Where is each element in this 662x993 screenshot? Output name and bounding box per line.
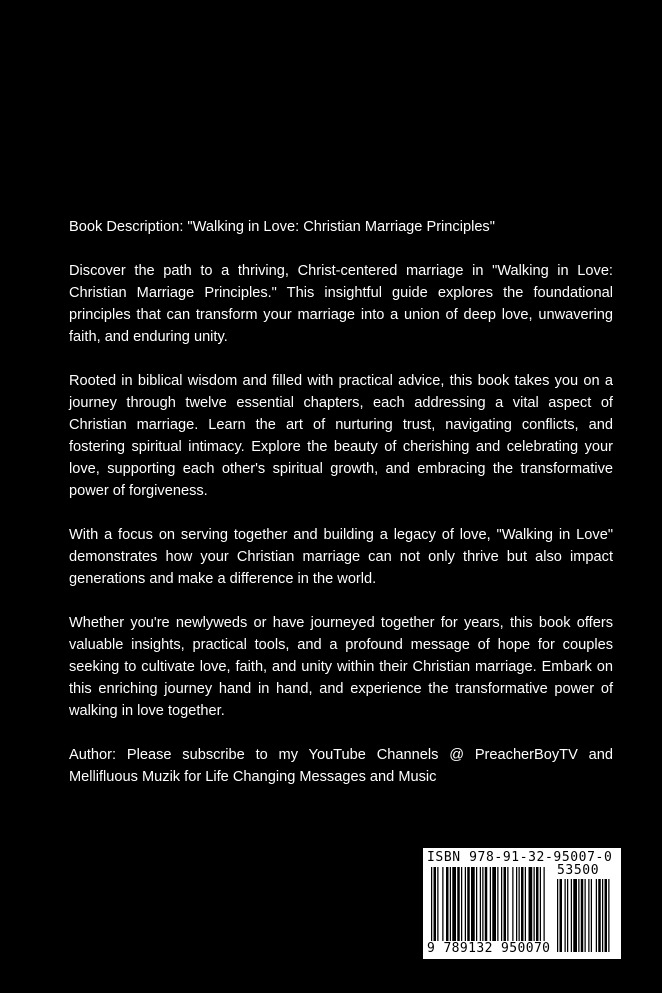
barcode-bar (450, 867, 451, 943)
barcode-bar (490, 867, 491, 943)
barcode-bar (476, 867, 477, 943)
barcode-bar (516, 867, 517, 943)
barcode-bar (485, 867, 488, 943)
barcode-bar (504, 867, 507, 943)
barcode-bar (501, 867, 502, 943)
barcode-bar (529, 867, 533, 943)
barcode-bar (480, 867, 481, 943)
barcode-bar (431, 867, 432, 943)
barcode-bar (434, 867, 437, 943)
barcode-addon-bar (560, 879, 563, 952)
description-paragraph-author: Author: Please subscribe to my YouTube Channels @ PreacherBoyTV and Mellifluous Muzik for Life Changing Messages and Music (69, 747, 613, 785)
barcode-addon-bar (585, 879, 586, 952)
description-paragraph-intro: Discover the path to a thriving, Christ-centered marriage in "Walking in Love: Christian Marriage Principles." This insightful guide explores the foundational principles that can transform your marriage into a union of deep love, unwavering faith, and enduring unity. (69, 263, 613, 345)
barcode-bar (519, 867, 520, 943)
barcode-addon-bar (565, 879, 566, 952)
barcode-bar (467, 867, 470, 943)
description-paragraph-audience: Whether you're newlyweds or have journeyed together for years, this book offers valuable insights, practical tools, and a profound message of hope for couples seeking to cultivate love, faith, and unity within their Christian marriage. Embark on this enriching journey hand in hand, and experience the transformative power of walking in love together. (69, 615, 613, 719)
barcode-bar (536, 867, 539, 943)
barcode-bar (534, 867, 535, 943)
barcode-bar (471, 867, 475, 943)
barcode-addon-bar (596, 879, 597, 952)
barcode-bar (540, 867, 541, 943)
barcode-bar (497, 867, 498, 943)
barcode-addon-bar (571, 879, 572, 952)
barcode-addon-bar (591, 879, 592, 952)
barcode-addon-bar (598, 879, 601, 952)
barcode-bar (465, 867, 466, 943)
barcode-bar (482, 867, 483, 943)
description-paragraph-chapters: Rooted in biblical wisdom and filled with practical advice, this book takes you on a journey through twelve essential chapters, each addressing a vital aspect of Christian marriage. Learn the art of nurturing trust, navigating conflicts, and fostering spiritual intimacy. Explore the beauty of cherishing and celebrating your love, supporting each other's spiritual growth, and embracing the transformative power of forgiveness. (69, 373, 613, 499)
barcode-addon-bar (605, 879, 608, 952)
barcode-addon-bar (557, 879, 558, 952)
barcode-bar (507, 867, 508, 943)
barcode-bar (461, 867, 462, 943)
barcode-addon-bar (567, 879, 568, 952)
barcode-bar (452, 867, 456, 943)
barcode-addon-bar (608, 879, 609, 952)
barcode-bar (492, 867, 496, 943)
isbn-barcode (423, 848, 621, 959)
description-title: Book Description: "Walking in Love: Christian Marriage Principles" (69, 219, 495, 235)
barcode-bar (544, 867, 545, 943)
barcode-bar (512, 867, 513, 943)
price-code: 53500 (557, 863, 600, 878)
barcode-addon-bar (588, 879, 589, 952)
barcode-bar (457, 867, 460, 943)
barcode-addon-bar (602, 879, 603, 952)
barcode-bar (437, 867, 438, 943)
barcode-addon-bar (578, 879, 579, 952)
barcode-bar (521, 867, 524, 943)
barcode-bar (442, 867, 443, 943)
barcode-addon-bar (573, 879, 577, 952)
barcode-bar (525, 867, 526, 943)
book-description (69, 216, 613, 810)
isbn-number: ISBN 978-91-32-95007-0 (427, 850, 613, 865)
barcode-bar (446, 867, 449, 943)
description-paragraph-legacy: With a focus on serving together and building a legacy of love, "Walking in Love" demonstrates how your Christian marriage can not only thrive but also impact generations and make a difference in the world. (69, 527, 613, 587)
ean-digits: 9 789132 950070 (427, 941, 551, 956)
barcode-addon-bar (581, 879, 584, 952)
